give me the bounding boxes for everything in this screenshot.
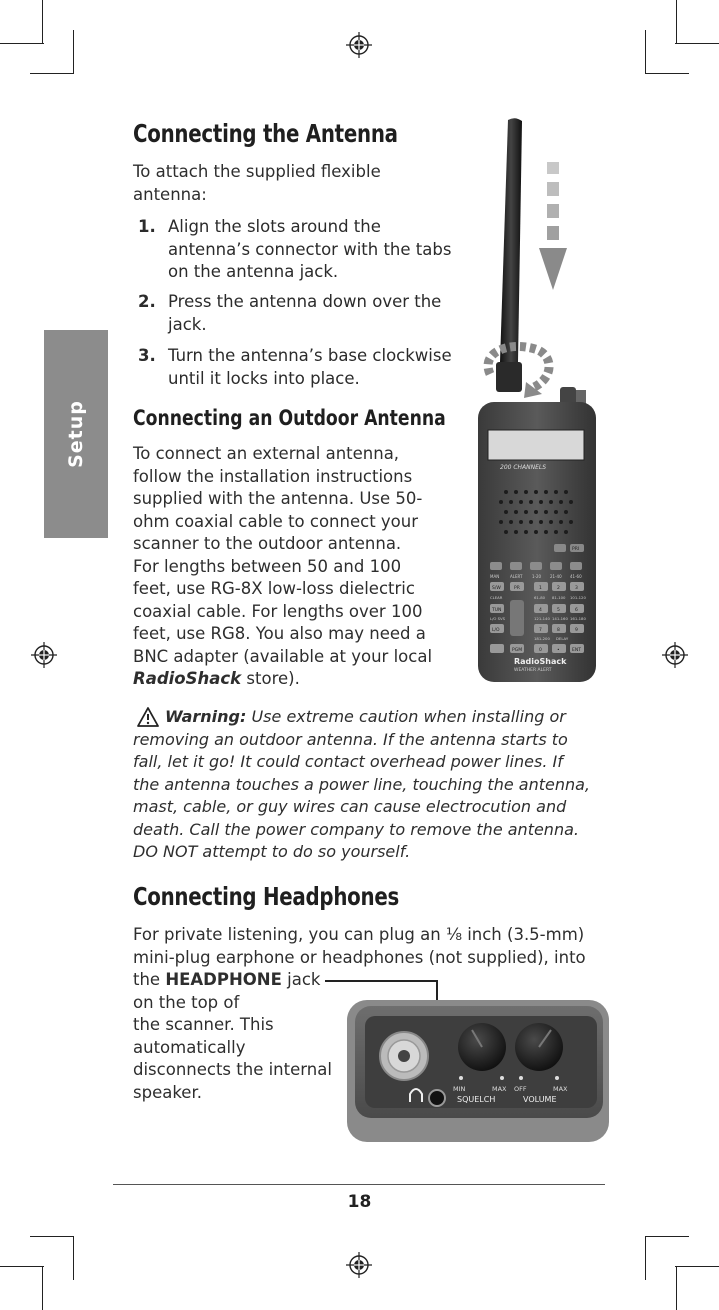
row-label: 161-180 [570,616,586,621]
row-label: CLEAR [490,595,503,600]
volume-label: VOLUME [523,1095,557,1104]
warning-label: Warning: [165,707,247,726]
max-label: MAX [492,1085,507,1093]
weather-alert-label: WEATHER ALERT [514,668,552,673]
key-label: ENT [572,648,581,653]
key-label: PGM [512,648,523,653]
antenna-intro: To attach the supplied flexible antenna: [133,162,381,204]
off-label: OFF [514,1085,527,1093]
antenna-base [496,362,522,392]
row-label: 121-140 [534,616,550,621]
registration-mark-icon [346,32,372,58]
max-label: MAX [553,1085,568,1093]
func-label: ALERT [510,574,523,579]
func-label: MAN [490,574,500,579]
row-label: 81-100 [552,595,566,600]
section-tab-label: Setup [65,400,87,468]
headphone-jack-term: HEADPHONE [165,970,282,989]
warning-icon [137,707,159,727]
scanner-brand: RadioShack [514,657,567,666]
outdoor-antenna-heading: Connecting an Outdoor Antenna [133,406,446,430]
key-label: S/W [492,586,501,591]
key-label: 7 [539,628,542,633]
brand-name: RadioShack [133,669,242,688]
key-label: L/O [492,628,500,633]
func-label: 21-40 [550,574,562,579]
key-label: 5 [557,608,560,613]
key-label: PR [514,586,520,591]
row-label: L/O SVS [490,616,506,621]
down-arrow-icon [539,162,567,290]
row-label: 61-80 [534,595,546,600]
key-label: 6 [575,608,578,613]
antenna-whip [500,118,522,362]
channels-label: 200 CHANNELS [500,464,547,471]
key-label: • [557,648,560,653]
scanner-illustration [460,112,620,712]
registration-mark-icon [346,1252,372,1278]
key-label: 1 [539,586,542,591]
key-label: 8 [557,628,560,633]
registration-mark-icon [31,642,57,668]
step-number: 1. [138,217,156,236]
min-label: MIN [453,1085,466,1093]
key-label: 4 [539,608,542,613]
step-number: 2. [138,292,156,311]
top-panel-illustration [325,978,615,1150]
registration-mark-icon [662,642,688,668]
page-number: 18 [347,1192,372,1212]
key-label: 3 [575,586,578,591]
headphones-heading: Connecting Headphones [133,882,400,911]
row-label: 101-120 [570,595,586,600]
headphone-jack [429,1090,445,1106]
func-label: 1-20 [532,574,542,579]
key-label: 9 [575,628,578,633]
row-label: DELAY [556,636,569,641]
row-label: 141-160 [552,616,568,621]
warning-note: Warning: Use extreme caution when installing or removing an outdoor antenna. If the antenna starts to fall, let it go! It could contact overhead power lines. If the antenna touches a power line, touching the antenna, mast, cable, or guy wires can cause electrocution and death. Call the power company to remove the antenna. DO NOT attempt to do so yourself. [133,707,591,861]
func-label: 41-60 [570,574,582,579]
footer-rule [113,1184,605,1185]
step-number: 3. [138,346,156,365]
key-label: 2 [557,586,560,591]
squelch-label: SQUELCH [457,1095,496,1104]
pri-key-label: PRI [572,547,580,552]
row-label: 181-200 [534,636,550,641]
headphones-text: For private listening, you can plug an ⅛ inch (3.5-mm) mini-plug earphone or headphones (not supplied), into the HEADPHONE jack on the top of the scanner. This automatically disconnects the internal speaker. [133,925,586,1102]
key-label: 0 [539,648,542,653]
key-label: TUN [492,608,502,613]
outdoor-antenna-text: To connect an external antenna, follow the installation instructions supplied with the antenna. Use 50- ohm coaxial cable to connect your scanner to the outdoor antenna. For lengths between 50 and 100 feet, use RG-8X low-loss dielectric coaxial cable. For lengths over 100 feet, use RG8. You also may need a BNC adapter (available at your local RadioShack store). [133,444,433,688]
antenna-heading: Connecting the Antenna [133,119,398,148]
section-tab [44,330,108,538]
